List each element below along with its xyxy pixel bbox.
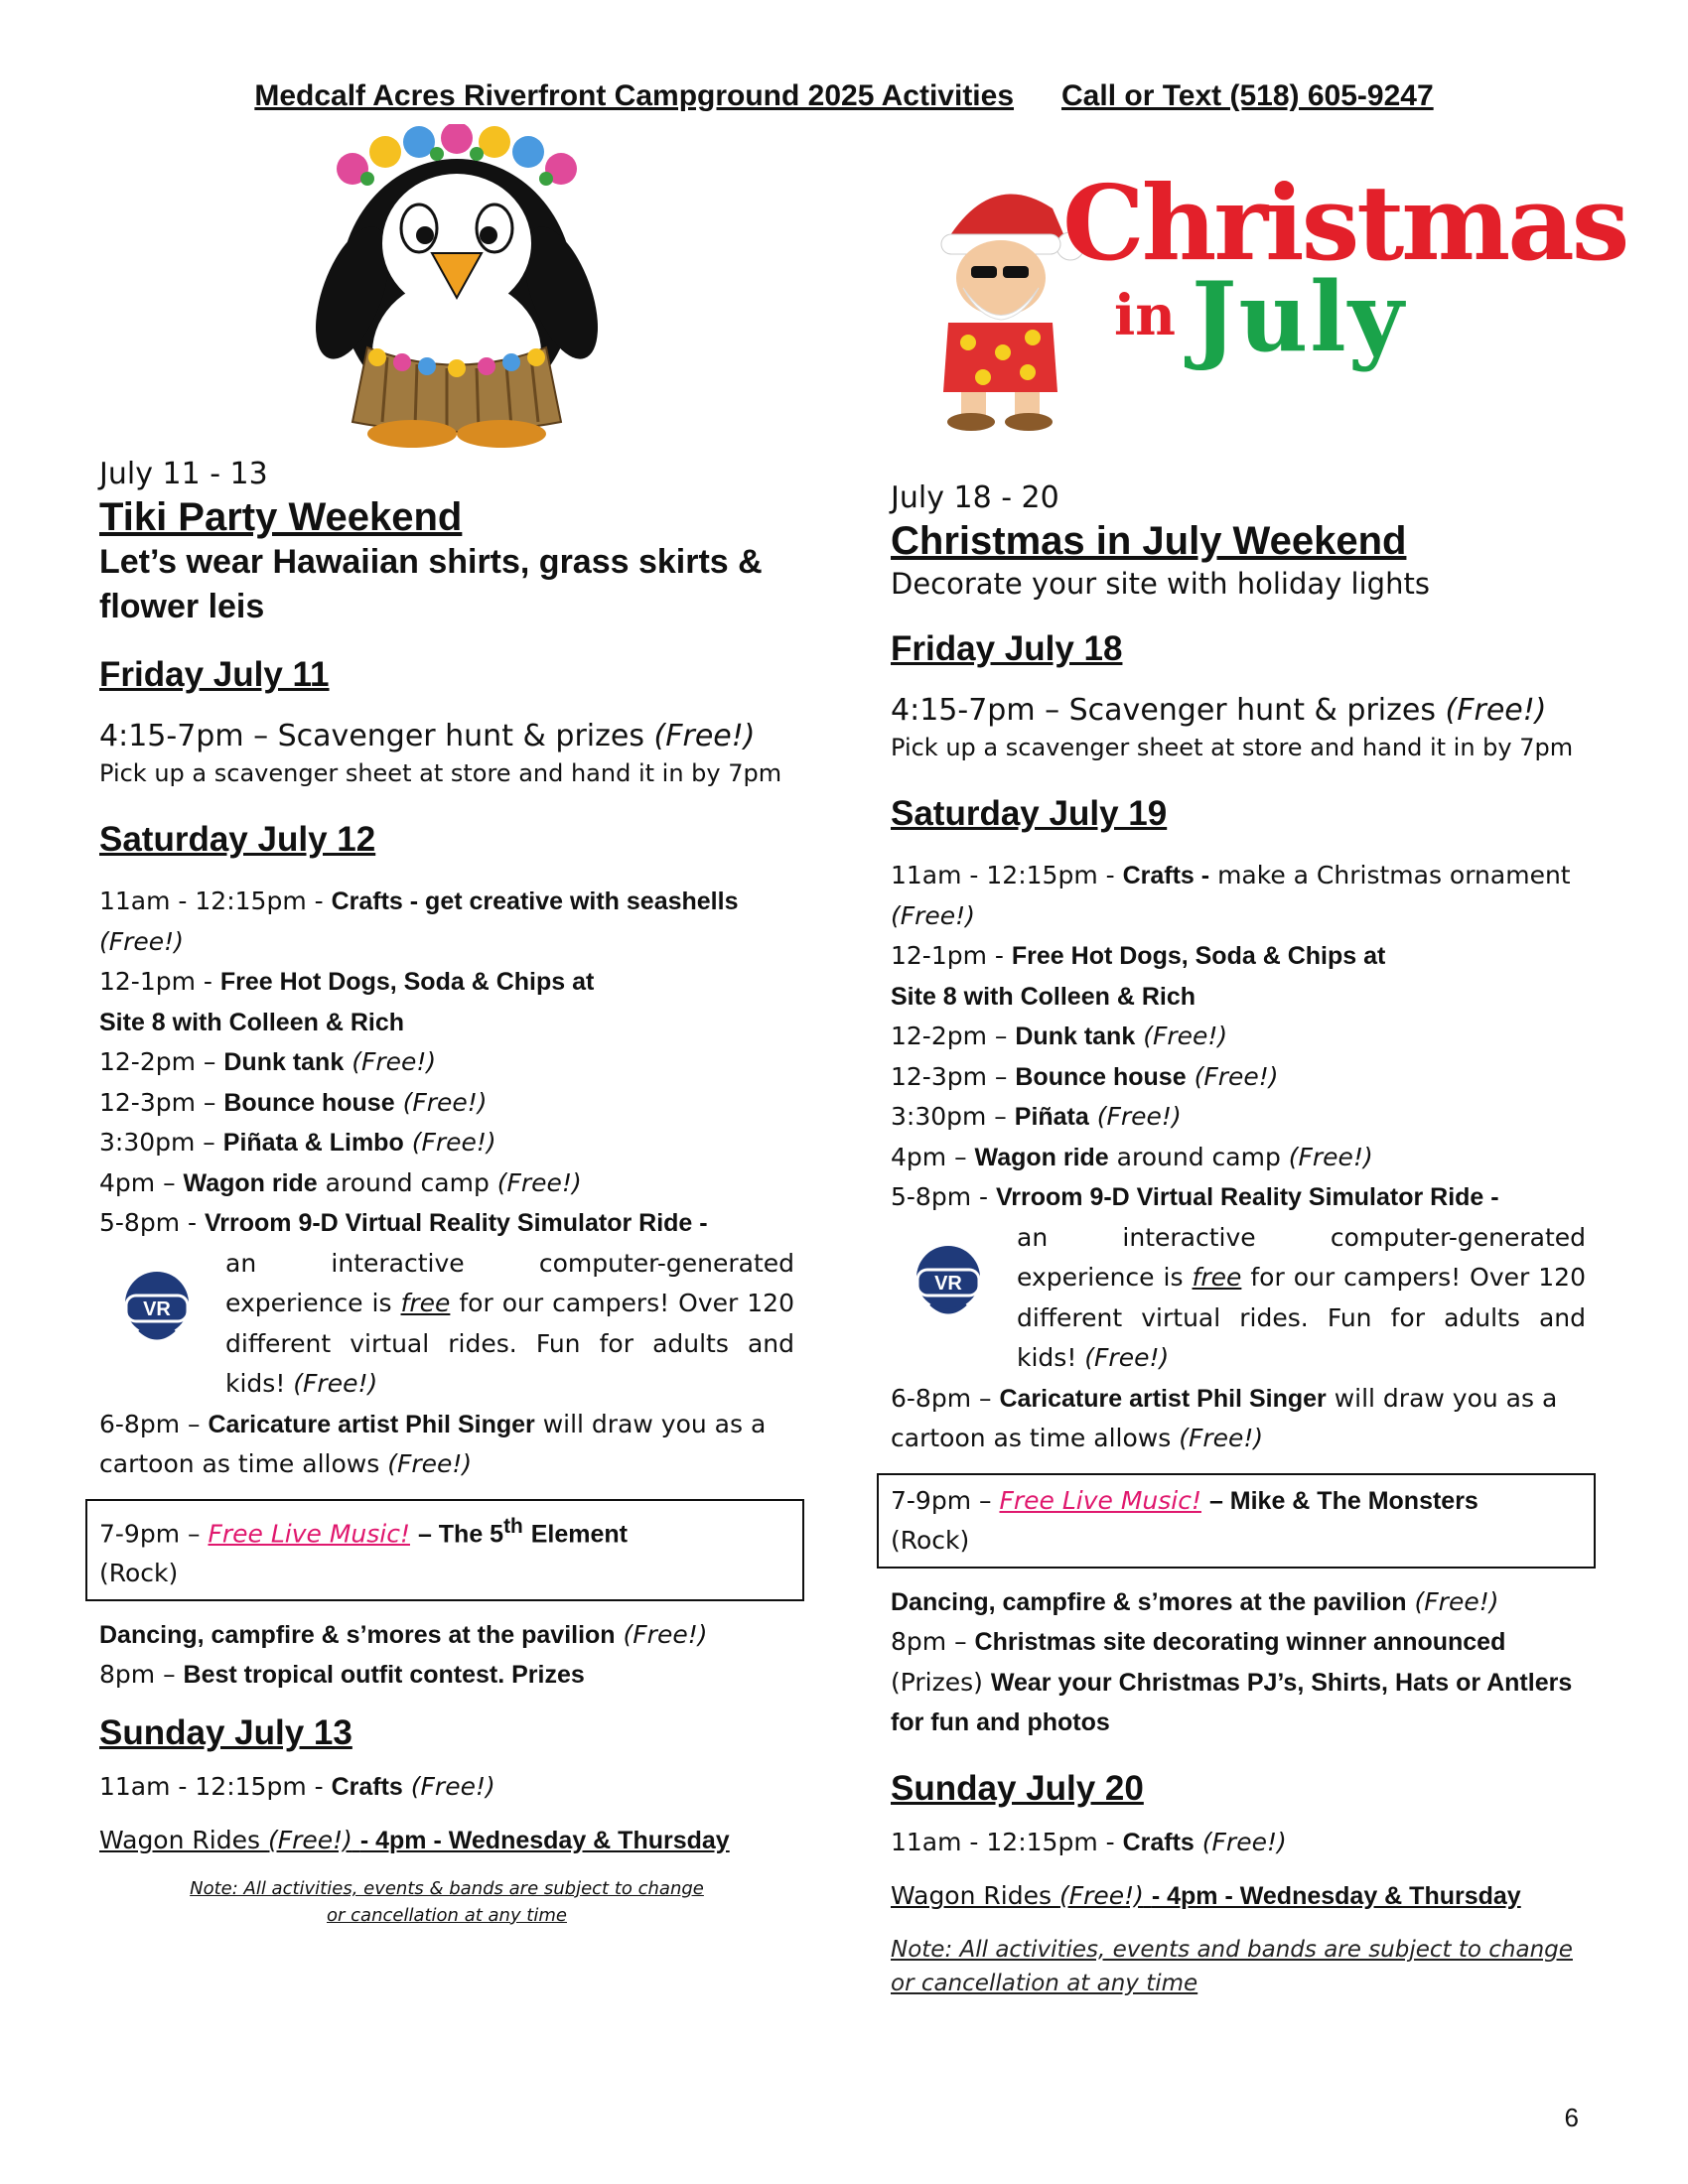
event-subtitle: Let’s wear Hawaiian shirts, grass skirts & flower leis: [99, 543, 763, 625]
event-dates: July 11 - 13: [99, 457, 268, 491]
saturday-crafts: 11am - 12:15pm - Crafts - make a Christmas ornament (Free!): [891, 861, 1571, 930]
saturday-dancing: Dancing, campfire & s’mores at the pavilion (Free!): [891, 1586, 1499, 1616]
vr-description: an interactive computer-generated experience is free for our campers! Over 120 different virtual rides. Fun for adults and kids! (Free!): [225, 1248, 794, 1398]
saturday-vr-ride: 5-8pm - Vrroom 9-D Virtual Reality Simulator Ride -: [99, 1208, 708, 1237]
saturday-dunk-tank: 12-2pm – Dunk tank (Free!): [99, 1047, 437, 1076]
vr-description-block: [891, 1218, 1586, 1379]
saturday-dancing: Dancing, campfire & s’mores at the pavilion (Free!): [99, 1619, 708, 1649]
day-heading-sunday: Sunday July 13: [99, 1712, 352, 1752]
page-title: Medcalf Acres Riverfront Campground 2025 Activities: [254, 79, 1015, 112]
saturday-wagon-ride: 4pm – Wagon ride around camp (Free!): [891, 1142, 1373, 1171]
svg-text:VR: VR: [933, 1272, 962, 1295]
day-heading-saturday: Saturday July 12: [99, 820, 376, 859]
saturday-contest: 8pm – Best tropical outfit contest. Prizes: [99, 1660, 585, 1690]
saturday-wagon-ride: 4pm – Wagon ride around camp (Free!): [99, 1167, 582, 1197]
day-heading-friday: Friday July 18: [891, 629, 1123, 668]
day-heading-saturday: Saturday July 19: [891, 794, 1168, 833]
saturday-caricature: 6-8pm – Caricature artist Phil Singer will draw you as a cartoon as time allows (Free!): [891, 1383, 1558, 1452]
saturday-pinata: 3:30pm – Piñata (Free!): [891, 1102, 1182, 1131]
event-title: Christmas in July Weekend: [891, 519, 1407, 563]
day-heading-sunday: Sunday July 20: [891, 1768, 1144, 1808]
tiki-penguin-illustration: [308, 124, 606, 452]
sunday-crafts: 11am - 12:15pm - Crafts (Free!): [891, 1827, 1287, 1856]
friday-scavenger-line: 4:15-7pm – Scavenger hunt & prizes (Free!): [99, 719, 756, 753]
saturday-contest: 8pm – Christmas site decorating winner announced (Prizes) Wear your Christmas PJ’s, Shirts, Hats or Antlers for fun and photos: [891, 1627, 1573, 1736]
vr-headset-icon: [891, 1218, 1005, 1347]
day-heading-friday: Friday July 11: [99, 655, 330, 694]
event-dates: July 18 - 20: [891, 480, 1059, 515]
saturday-caricature: 6-8pm – Caricature artist Phil Singer will draw you as a cartoon as time allows (Free!): [99, 1409, 767, 1478]
cancellation-note: Note: All activities, events & bands are subject to change or cancellation at any time: [190, 1877, 704, 1926]
logo-in-text: in: [1114, 283, 1176, 348]
sunday-wagon-rides: Wagon Rides (Free!) - 4pm - Wednesday & Thursday: [99, 1826, 730, 1855]
live-music-box: 7-9pm – Free Live Music! – The 5th Element (Rock): [85, 1499, 804, 1601]
friday-scavenger-note: Pick up a scavenger sheet at store and hand it in by 7pm: [99, 759, 782, 787]
logo-christmas-text: Christmas: [1062, 162, 1627, 284]
vr-headset-icon: [99, 1244, 213, 1373]
saturday-hotdogs: 12-1pm - Free Hot Dogs, Soda & Chips at Site 8 with Colleen & Rich: [891, 941, 1386, 1011]
saturday-pinata: 3:30pm – Piñata & Limbo (Free!): [99, 1128, 496, 1157]
saturday-hotdogs: 12-1pm - Free Hot Dogs, Soda & Chips at Site 8 with Colleen & Rich: [99, 967, 595, 1036]
cancellation-note: Note: All activities, events and bands are subject to change or cancellation at any time: [891, 1936, 1573, 1996]
christmas-in-july-logo: [894, 162, 1627, 437]
saturday-bounce-house: 12-3pm – Bounce house (Free!): [891, 1061, 1279, 1091]
contact-phone: Call or Text (518) 605-9247: [1061, 79, 1434, 112]
sunday-crafts: 11am - 12:15pm - Crafts (Free!): [99, 1771, 495, 1801]
tiki-weekend-column: [99, 455, 794, 1929]
saturday-bounce-house: 12-3pm – Bounce house (Free!): [99, 1087, 488, 1117]
page-number: 6: [1564, 2103, 1579, 2132]
svg-text:VR: VR: [142, 1297, 171, 1320]
page-header: [0, 79, 1688, 113]
live-music-link: Free Live Music!: [208, 1518, 410, 1548]
saturday-dunk-tank: 12-2pm – Dunk tank (Free!): [891, 1022, 1228, 1050]
live-music-link: Free Live Music!: [999, 1485, 1201, 1515]
event-title: Tiki Party Weekend: [99, 495, 463, 539]
saturday-vr-ride: 5-8pm - Vrroom 9-D Virtual Reality Simulator Ride -: [891, 1182, 1499, 1211]
friday-scavenger-note: Pick up a scavenger sheet at store and hand it in by 7pm: [891, 734, 1574, 761]
friday-scavenger-line: 4:15-7pm – Scavenger hunt & prizes (Free!): [891, 693, 1547, 728]
event-subtitle: Decorate your site with holiday lights: [891, 567, 1430, 601]
live-music-box: 7-9pm – Free Live Music! – Mike & The Monsters (Rock): [877, 1473, 1596, 1569]
vr-description-block: [99, 1244, 794, 1405]
logo-july-text: July: [1192, 261, 1406, 373]
sunday-wagon-rides: Wagon Rides (Free!) - 4pm - Wednesday & Thursday: [891, 1881, 1521, 1910]
saturday-crafts: 11am - 12:15pm - Crafts - get creative with seashells (Free!): [99, 887, 739, 956]
vr-description: an interactive computer-generated experience is free for our campers! Over 120 different virtual rides. Fun for adults and kids! (Free!): [1017, 1222, 1586, 1372]
christmas-weekend-column: [891, 478, 1586, 2000]
